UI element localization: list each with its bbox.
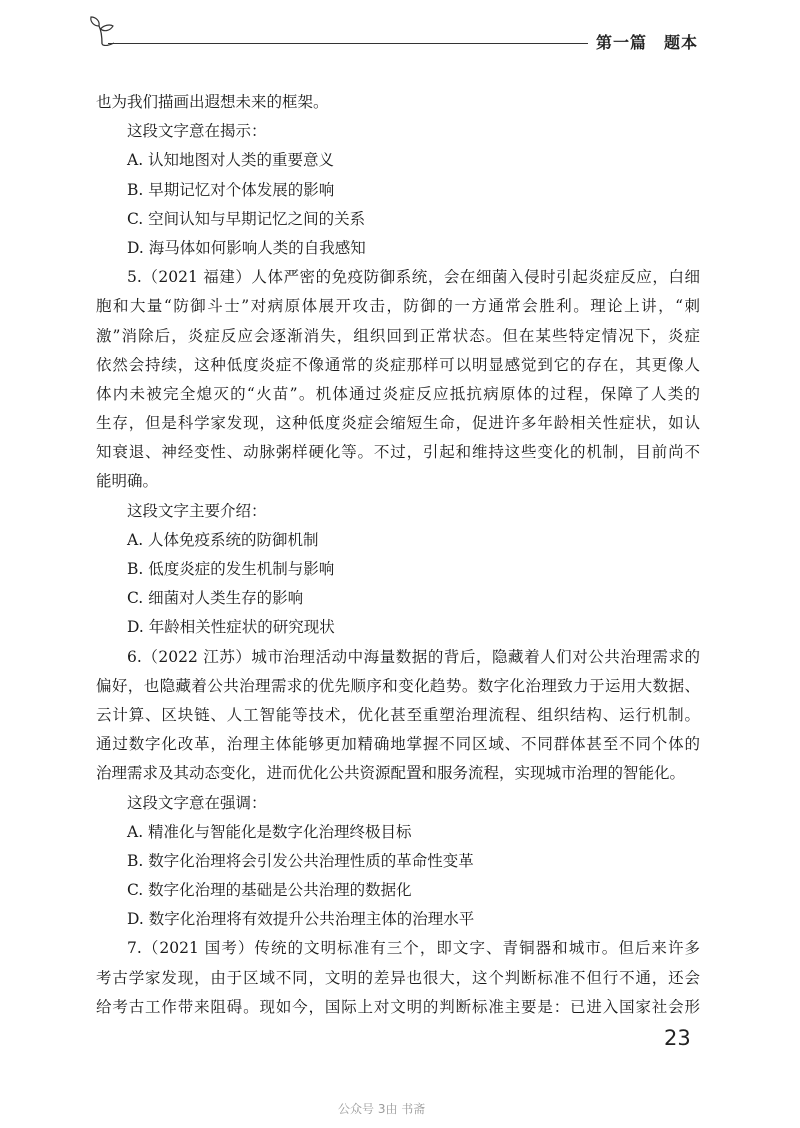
question-5-text-line: 知衰退、神经变性、动脉粥样硬化等。不过，引起和维持这些变化的机制，目前尚不 xyxy=(96,443,700,462)
question-5-text-line: 体内未被完全熄灭的“火苗”。机体通过炎症反应抵抗病原体的过程，保障了人类的 xyxy=(96,384,700,403)
running-header xyxy=(0,0,800,60)
question-6-text-line: 通过数字化改革，治理主体能够更加精确地掌握不同区域、不同群体甚至不同个体的 xyxy=(96,735,700,754)
question-5-text-line: 激”消除后，炎症反应会逐渐消失，组织回到正常状态。但在某些特定情况下，炎症 xyxy=(96,326,700,345)
question-5-option-d: D. 年龄相关性症状的研究现状 xyxy=(127,618,335,637)
question-5-option-b: B. 低度炎症的发生机制与影响 xyxy=(127,560,335,578)
question-4-option-b: B. 早期记忆对个体发展的影响 xyxy=(127,180,335,199)
question-5-option-a: A. 人体免疫系统的防御机制 xyxy=(127,530,319,549)
question-6-prompt: 这段文字意在强调： xyxy=(127,793,267,812)
continued-line: 也为我们描画出遐想未来的框架。 xyxy=(96,93,329,111)
question-5-text-line: 能明确。 xyxy=(96,472,159,491)
header-rule xyxy=(108,43,588,44)
question-6-text-line: 6.（2022 江苏）城市治理活动中海量数据的背后，隐藏着人们对公共治理需求的 xyxy=(127,647,700,666)
question-4-option-d: D. 海马体如何影响人类的自我感知 xyxy=(127,238,366,257)
question-5-option-c: C. 细菌对人类生存的影响 xyxy=(127,589,304,608)
question-7-text-line: 考古学家发现，由于区域不同，文明的差异也很大，这个判断标准不但行不通，还会 xyxy=(96,968,700,987)
question-7-text-line: 7.（2021 国考）传统的文明标准有三个，即文字、青铜器和城市。但后来许多 xyxy=(127,939,700,958)
question-6-option-d: D. 数字化治理将有效提升公共治理主体的治理水平 xyxy=(127,910,475,929)
question-4-option-a: A. 认知地图对人类的重要意义 xyxy=(127,151,335,170)
question-6-text-line: 治理需求及其动态变化，进而优化公共资源配置和服务流程，实现城市治理的智能化。 xyxy=(96,764,686,783)
section-title: 第一篇 题本 xyxy=(596,33,699,52)
question-5-text-line: 5.（2021 福建）人体严密的免疫防御系统，会在细菌入侵时引起炎症反应，白细 xyxy=(127,268,700,287)
question-6-option-a: A. 精准化与智能化是数字化治理终极目标 xyxy=(127,822,412,841)
page-number: 23 xyxy=(664,1026,691,1050)
question-4-option-c: C. 空间认知与早期记忆之间的关系 xyxy=(127,209,366,228)
question-6-text-line: 偏好，也隐藏着公共治理需求的优先顺序和变化趋势。数字化治理致力于运用大数据、 xyxy=(96,676,700,695)
page-content xyxy=(96,88,700,1022)
question-5-text-line: 胞和大量“防御斗士”对病原体展开攻击，防御的一方通常会胜利。理论上讲，“刺 xyxy=(96,297,700,316)
watermark: 公众号 3由 书斋 xyxy=(338,1102,426,1116)
question-6-option-c: C. 数字化治理的基础是公共治理的数据化 xyxy=(127,881,412,900)
question-6-text-line: 云计算、区块链、人工智能等技术，优化甚至重塑治理流程、组织结构、运行机制。 xyxy=(96,705,700,724)
sprout-icon xyxy=(88,14,116,46)
question-4-prompt: 这段文字意在揭示： xyxy=(127,122,267,141)
question-7-text-line: 给考古工作带来阻碍。现如今，国际上对文明的判断标准主要是：已进入国家社会形 xyxy=(96,997,700,1016)
question-5-text-line: 生存，但是科学家发现，这种低度炎症会缩短生命，促进许多年龄相关性症状，如认 xyxy=(96,414,700,433)
question-5-text-line: 依然会持续，这种低度炎症不像通常的炎症那样可以明显感觉到它的存在，其更像人 xyxy=(96,355,700,374)
question-6-option-b: B. 数字化治理将会引发公共治理性质的革命性变革 xyxy=(127,851,474,870)
question-5-prompt: 这段文字主要介绍： xyxy=(127,501,267,520)
